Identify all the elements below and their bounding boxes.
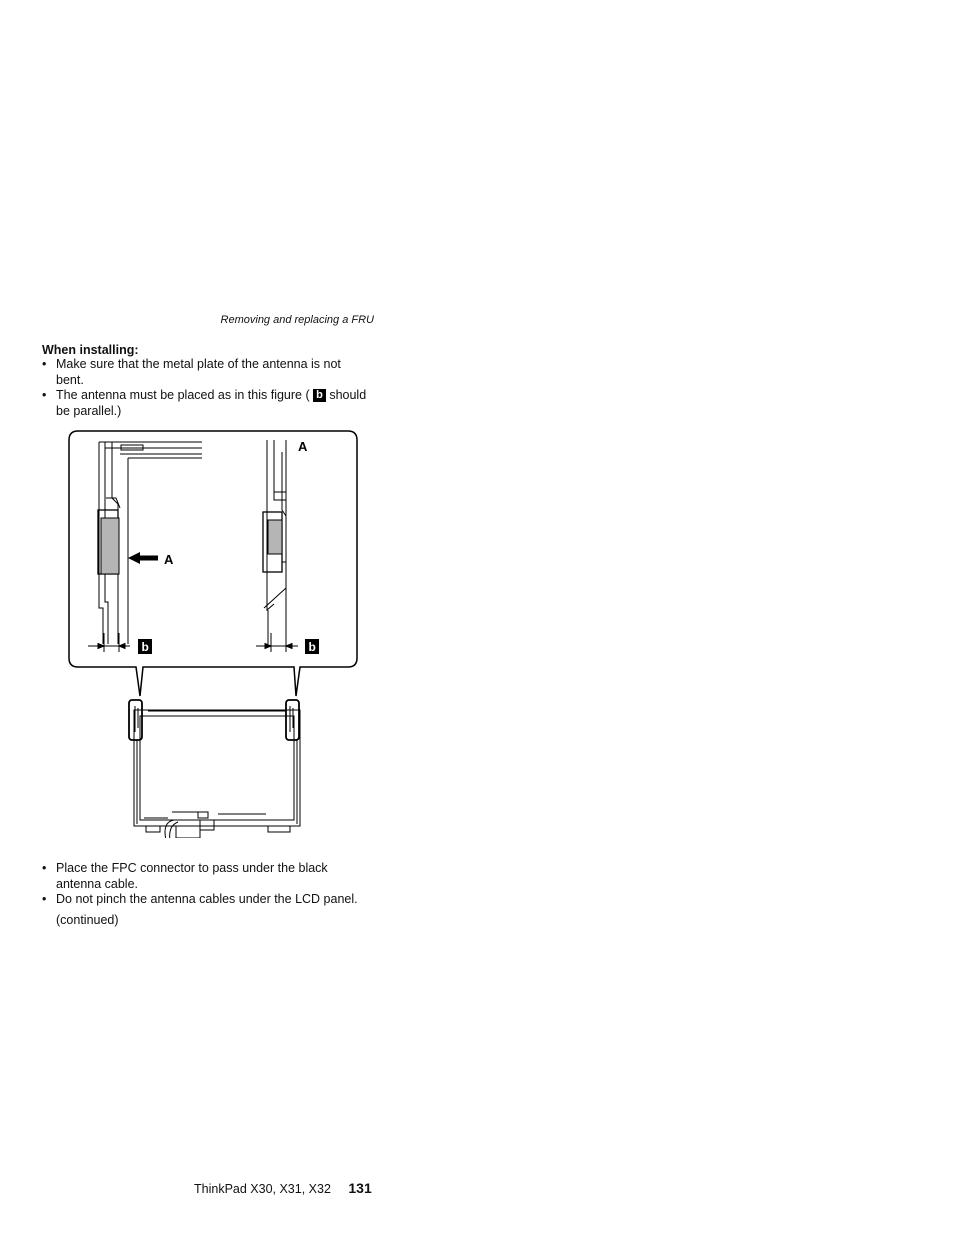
page-number: 131 bbox=[348, 1180, 372, 1196]
lcd-assembly bbox=[129, 700, 300, 838]
continued-note: (continued) bbox=[56, 913, 119, 927]
bullet-item bbox=[42, 388, 372, 419]
bullet-list-before-figure bbox=[42, 357, 372, 419]
bullet-glyph: • bbox=[42, 357, 47, 371]
callout-badge-b-right: b bbox=[308, 640, 316, 654]
bullet-item bbox=[42, 357, 372, 388]
callout-badge-b-left: b bbox=[141, 640, 149, 654]
bullet-text: should be parallel.) bbox=[56, 388, 367, 418]
bullet-item bbox=[42, 861, 372, 892]
antenna-installation-figure bbox=[68, 428, 360, 838]
arrow-left-icon bbox=[128, 552, 158, 564]
bullet-text: Place the FPC connector to pass under the black antenna cable. bbox=[56, 861, 328, 891]
bullet-list-after-figure bbox=[42, 861, 372, 908]
bullet-text: Make sure that the metal plate of the antenna is not bent. bbox=[56, 357, 341, 387]
left-antenna-detail bbox=[98, 442, 202, 644]
bullet-text: Do not pinch the antenna cables under the LCD panel. bbox=[56, 892, 358, 906]
bullet-item bbox=[42, 892, 372, 908]
bullet-glyph: • bbox=[42, 388, 47, 402]
product-name: ThinkPad X30, X31, X32 bbox=[194, 1182, 331, 1196]
callout-label-a-left: A bbox=[164, 552, 174, 567]
right-antenna-detail bbox=[263, 440, 286, 644]
bullet-text: The antenna must be placed as in this figure ( bbox=[56, 388, 310, 402]
callout-label-a-right: A bbox=[298, 439, 308, 454]
section-heading: When installing: bbox=[42, 343, 139, 357]
running-header: Removing and replacing a FRU bbox=[220, 314, 374, 326]
callout-badge-b: b bbox=[313, 389, 326, 402]
bullet-glyph: • bbox=[42, 861, 47, 875]
page-footer bbox=[194, 1180, 372, 1196]
bullet-glyph: • bbox=[42, 892, 47, 906]
